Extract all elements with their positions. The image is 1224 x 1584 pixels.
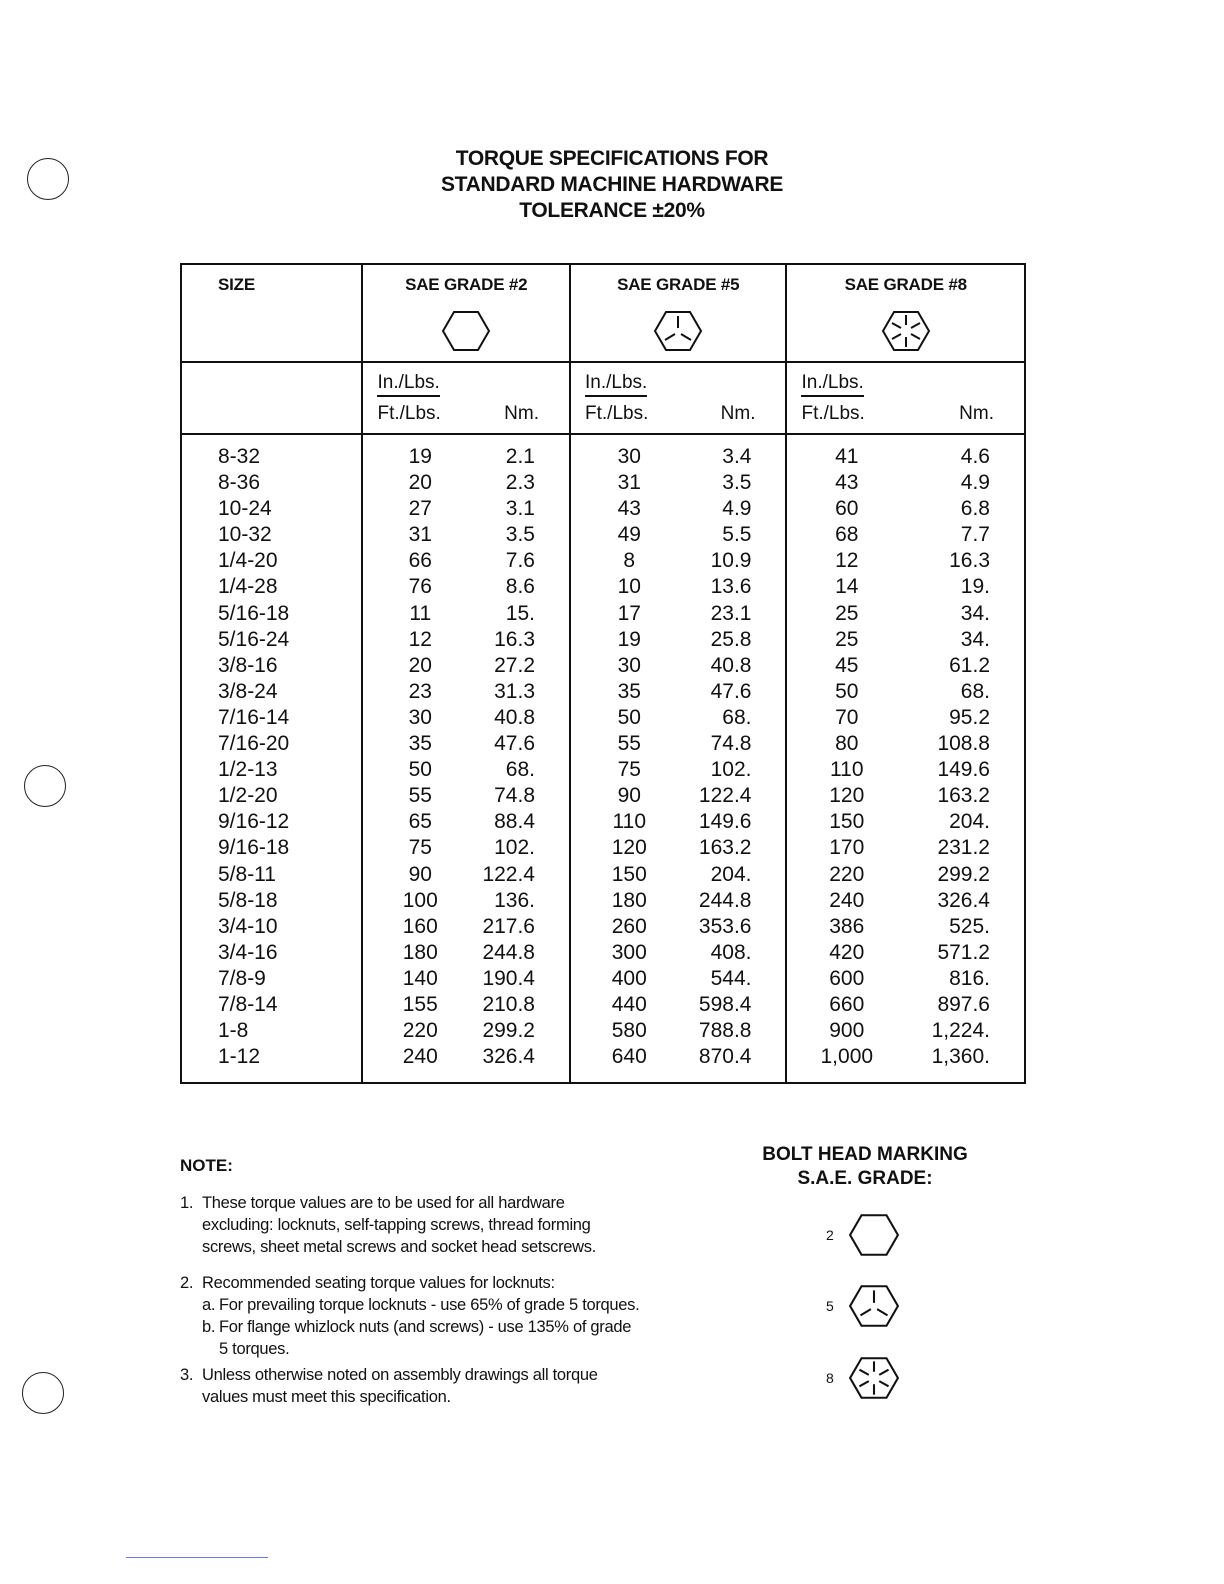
g2-nm-cell: 8.6	[505, 575, 535, 599]
table-row	[181, 1018, 1025, 1044]
g2-nm-cell: 102.	[494, 836, 535, 860]
size-cell: 7/8-14	[181, 992, 362, 1018]
units-size-cell	[181, 362, 362, 434]
g5-ftlbs-cell: 55	[570, 731, 688, 757]
g5-nm-cell: 13.6	[710, 575, 752, 599]
g8-ftlbs-cell: 386	[786, 914, 906, 940]
hex-six-lines-icon	[881, 309, 931, 353]
title-line-3: TOLERANCE ±20%	[519, 199, 705, 222]
g5-nm-cell: 408.	[710, 940, 752, 964]
g2-ftlbs-cell: 66	[362, 548, 477, 574]
g8-ftlbs-cell: 170	[786, 835, 906, 861]
g2-ftlbs-cell: 220	[362, 1018, 477, 1044]
g8-ftlbs-cell: 150	[786, 809, 906, 835]
g5-ftlbs-cell: 110	[570, 809, 688, 835]
g5-ftlbs-cell: 8	[570, 548, 688, 574]
g5-ftlbs-cell: 90	[570, 783, 688, 809]
note-letter: b.	[202, 1318, 216, 1336]
grade-5-header	[570, 264, 786, 362]
g5-ftlbs-cell: 50	[570, 705, 688, 731]
g5-ftlbs-cell: 580	[570, 1018, 688, 1044]
g8-ftlbs-cell: 50	[786, 679, 906, 705]
punch-hole-bottom	[22, 1372, 64, 1414]
size-cell: 7/8-9	[181, 966, 362, 992]
size-cell: 1/2-13	[181, 757, 362, 783]
g2-nm-cell: 15.	[505, 601, 535, 625]
g2-ftlbs-cell: 31	[362, 522, 477, 548]
g5-ftlbs-cell: 150	[570, 862, 688, 888]
bolt-head-marking-title	[740, 1143, 990, 1191]
g8-ftlbs-cell: 900	[786, 1018, 906, 1044]
g2-nm-cell: 217.6	[482, 914, 535, 938]
g2-ftlbs-cell: 12	[362, 627, 477, 653]
size-cell: 1-12	[181, 1044, 362, 1083]
table-row	[181, 966, 1025, 992]
size-cell: 9/16-18	[181, 835, 362, 861]
g8-nm-cell: 897.6	[906, 992, 1025, 1018]
g8-ftlbs-cell: 240	[786, 888, 906, 914]
g2-nm-cell: 190.4	[482, 966, 535, 990]
g8-nm-cell: 525.	[906, 914, 1025, 940]
size-cell: 5/16-18	[181, 601, 362, 627]
note-subitem-a	[202, 1294, 640, 1316]
g8-nm-cell: 61.2	[906, 653, 1025, 679]
bolt-marking-line-2: S.A.E. GRADE:	[797, 1168, 933, 1189]
grade-8-label: SAE GRADE #8	[844, 275, 967, 294]
g5-nm-cell: 544.	[710, 966, 752, 990]
g2-ftlbs-cell: 90	[362, 862, 477, 888]
g8-nm-cell: 1,360.	[906, 1044, 1025, 1083]
footer-rule	[126, 1557, 268, 1558]
g8-ftlbs-cell: 80	[786, 731, 906, 757]
note-subitem-b	[202, 1316, 640, 1360]
table-row	[181, 705, 1025, 731]
grade-2-units	[362, 362, 570, 434]
g2-nm-cell: 16.3	[494, 627, 535, 651]
g8-nm-cell: 68.	[906, 679, 1025, 705]
hex-plain-icon	[441, 309, 491, 353]
g8-ftlbs-cell: 1,000	[786, 1044, 906, 1083]
g8-ftlbs-cell: 14	[786, 574, 906, 600]
grade-5-label: SAE GRADE #5	[617, 275, 740, 294]
g2-nm-cell: 122.4	[482, 862, 535, 886]
table-row	[181, 627, 1025, 653]
g8-ftlbs-cell: 60	[786, 496, 906, 522]
grade-number: 8	[826, 1370, 834, 1386]
bolt-marking-line-1: BOLT HEAD MARKING	[762, 1144, 968, 1165]
g5-nm-cell: 353.6	[698, 914, 752, 938]
bolt-mark-grade-5	[826, 1283, 916, 1333]
g2-nm-cell: 244.8	[482, 940, 535, 964]
g5-nm-cell: 122.4	[698, 784, 752, 808]
g8-nm-cell: 299.2	[906, 862, 1025, 888]
g5-nm-cell: 40.8	[710, 653, 752, 677]
note-subtext: For prevailing torque locknuts - use 65% of grade 5 torques.	[219, 1296, 640, 1314]
g5-nm-cell: 4.9	[722, 497, 752, 521]
table-row	[181, 888, 1025, 914]
unit-nm: Nm.	[720, 403, 756, 424]
g2-ftlbs-cell: 180	[362, 940, 477, 966]
punch-hole-middle	[24, 765, 66, 807]
g8-nm-cell: 4.6	[906, 434, 1025, 470]
g8-nm-cell: 149.6	[906, 757, 1025, 783]
g5-nm-cell: 163.2	[698, 836, 752, 860]
g5-ftlbs-cell: 75	[570, 757, 688, 783]
note-heading: NOTE:	[180, 1156, 233, 1175]
hex-three-lines-icon	[848, 1283, 900, 1329]
g5-nm-cell: 870.4	[688, 1044, 787, 1083]
g2-nm-cell: 2.1	[505, 445, 535, 468]
g5-nm-cell: 204.	[710, 862, 752, 886]
table-row	[181, 914, 1025, 940]
g2-ftlbs-cell: 27	[362, 496, 477, 522]
table-row	[181, 496, 1025, 522]
g5-nm-cell: 3.5	[722, 471, 752, 495]
g8-nm-cell: 6.8	[906, 496, 1025, 522]
g2-ftlbs-cell: 19	[362, 434, 477, 470]
size-header: SIZE	[218, 275, 255, 294]
g5-ftlbs-cell: 260	[570, 914, 688, 940]
g8-ftlbs-cell: 43	[786, 470, 906, 496]
size-cell: 1/4-28	[181, 574, 362, 600]
g5-ftlbs-cell: 640	[570, 1044, 688, 1083]
unit-ftlbs: Ft./Lbs.	[801, 403, 865, 424]
g2-ftlbs-cell: 23	[362, 679, 477, 705]
table-row	[181, 574, 1025, 600]
notes-list	[180, 1192, 640, 1422]
note-item-1	[180, 1192, 640, 1258]
g8-nm-cell: 816.	[906, 966, 1025, 992]
note-subtext: For flange whizlock nuts (and screws) - use 135% of grade 5 torques.	[219, 1318, 632, 1358]
g2-ftlbs-cell: 20	[362, 653, 477, 679]
g2-ftlbs-cell: 155	[362, 992, 477, 1018]
page-title	[0, 146, 1224, 224]
g5-ftlbs-cell: 300	[570, 940, 688, 966]
g5-nm-cell: 598.4	[698, 992, 752, 1016]
bolt-mark-grade-8	[826, 1355, 916, 1405]
g5-nm-cell: 788.8	[698, 1019, 752, 1043]
g8-ftlbs-cell: 600	[786, 966, 906, 992]
hex-three-lines-icon	[653, 309, 703, 353]
torque-table-body	[181, 434, 1025, 1083]
unit-inlbs: In./Lbs.	[377, 372, 440, 393]
g2-ftlbs-cell: 160	[362, 914, 477, 940]
g2-ftlbs-cell: 76	[362, 574, 477, 600]
g5-ftlbs-cell: 31	[570, 470, 688, 496]
g8-ftlbs-cell: 45	[786, 653, 906, 679]
unit-nm: Nm.	[504, 403, 539, 424]
g8-nm-cell: 19.	[906, 574, 1025, 600]
note-text: Unless otherwise noted on assembly drawings all torque values must meet this specification.	[202, 1366, 598, 1406]
table-row	[181, 1044, 1025, 1083]
size-cell: 10-32	[181, 522, 362, 548]
g2-nm-cell: 31.3	[494, 679, 535, 703]
g2-nm-cell: 326.4	[477, 1044, 570, 1083]
g5-ftlbs-cell: 19	[570, 627, 688, 653]
g2-nm-cell: 40.8	[494, 705, 535, 729]
g8-nm-cell: 326.4	[906, 888, 1025, 914]
g8-nm-cell: 4.9	[906, 470, 1025, 496]
size-cell: 3/8-16	[181, 653, 362, 679]
table-row	[181, 731, 1025, 757]
size-cell: 1/2-20	[181, 783, 362, 809]
g8-nm-cell: 1,224.	[906, 1018, 1025, 1044]
note-item-2	[180, 1272, 640, 1360]
table-row	[181, 522, 1025, 548]
g5-nm-cell: 10.9	[710, 549, 752, 573]
g5-nm-cell: 102.	[710, 758, 752, 782]
unit-ftlbs: Ft./Lbs.	[585, 403, 649, 424]
table-row	[181, 940, 1025, 966]
size-cell: 3/4-10	[181, 914, 362, 940]
g8-ftlbs-cell: 120	[786, 783, 906, 809]
table-row	[181, 862, 1025, 888]
g2-ftlbs-cell: 35	[362, 731, 477, 757]
g8-nm-cell: 34.	[906, 627, 1025, 653]
g2-nm-cell: 210.8	[482, 992, 535, 1016]
g8-nm-cell: 95.2	[906, 705, 1025, 731]
size-cell: 7/16-20	[181, 731, 362, 757]
g5-ftlbs-cell: 180	[570, 888, 688, 914]
g2-ftlbs-cell: 240	[362, 1044, 477, 1083]
g8-ftlbs-cell: 68	[786, 522, 906, 548]
grade-number: 5	[826, 1298, 834, 1314]
hex-six-lines-icon	[848, 1355, 900, 1401]
grade-number: 2	[826, 1227, 834, 1243]
g5-nm-cell: 47.6	[710, 679, 752, 703]
g2-nm-cell: 3.1	[505, 497, 535, 521]
g5-nm-cell: 3.4	[722, 445, 752, 468]
table-row	[181, 653, 1025, 679]
table-row	[181, 757, 1025, 783]
g5-ftlbs-cell: 30	[570, 434, 688, 470]
title-line-2: STANDARD MACHINE HARDWARE	[440, 173, 784, 196]
table-row	[181, 548, 1025, 574]
g2-nm-cell: 27.2	[494, 653, 535, 677]
size-cell: 1/4-20	[181, 548, 362, 574]
g2-ftlbs-cell: 30	[362, 705, 477, 731]
g8-nm-cell: 163.2	[906, 783, 1025, 809]
g2-nm-cell: 88.4	[494, 810, 535, 834]
g2-ftlbs-cell: 65	[362, 809, 477, 835]
grade-8-units	[786, 362, 1025, 434]
g5-ftlbs-cell: 440	[570, 992, 688, 1018]
g2-ftlbs-cell: 140	[362, 966, 477, 992]
g5-ftlbs-cell: 120	[570, 835, 688, 861]
g2-nm-cell: 136.	[494, 888, 535, 912]
table-row	[181, 809, 1025, 835]
g2-nm-cell: 3.5	[505, 523, 535, 547]
grade-5-units	[570, 362, 786, 434]
title-line-1: TORQUE SPECIFICATIONS FOR	[455, 147, 769, 170]
torque-table	[180, 263, 1026, 1084]
g8-ftlbs-cell: 660	[786, 992, 906, 1018]
g8-nm-cell: 571.2	[906, 940, 1025, 966]
note-number: 2.	[180, 1274, 194, 1292]
unit-nm: Nm.	[959, 403, 994, 424]
g8-ftlbs-cell: 70	[786, 705, 906, 731]
size-cell: 8-36	[181, 470, 362, 496]
g8-ftlbs-cell: 220	[786, 862, 906, 888]
size-cell: 5/8-18	[181, 888, 362, 914]
size-cell: 5/8-11	[181, 862, 362, 888]
g5-nm-cell: 149.6	[698, 810, 752, 834]
g5-ftlbs-cell: 400	[570, 966, 688, 992]
g5-ftlbs-cell: 30	[570, 653, 688, 679]
g5-nm-cell: 68.	[722, 705, 752, 729]
size-cell: 10-24	[181, 496, 362, 522]
g2-ftlbs-cell: 11	[362, 601, 477, 627]
g2-nm-cell: 7.6	[505, 549, 535, 573]
g5-ftlbs-cell: 35	[570, 679, 688, 705]
g8-nm-cell: 108.8	[906, 731, 1025, 757]
size-cell: 1-8	[181, 1018, 362, 1044]
table-row	[181, 783, 1025, 809]
size-cell: 3/4-16	[181, 940, 362, 966]
grade-2-label: SAE GRADE #2	[405, 275, 528, 294]
g8-nm-cell: 34.	[906, 601, 1025, 627]
note-letter: a.	[202, 1296, 216, 1314]
unit-inlbs: In./Lbs.	[801, 372, 864, 393]
g2-ftlbs-cell: 20	[362, 470, 477, 496]
size-cell: 7/16-14	[181, 705, 362, 731]
bolt-mark-grade-2	[826, 1212, 916, 1262]
g2-ftlbs-cell: 75	[362, 835, 477, 861]
g5-ftlbs-cell: 10	[570, 574, 688, 600]
g8-ftlbs-cell: 25	[786, 627, 906, 653]
g5-nm-cell: 74.8	[710, 732, 752, 756]
table-row	[181, 434, 1025, 470]
grade-8-header	[786, 264, 1025, 362]
g5-nm-cell: 25.8	[710, 627, 752, 651]
note-text: These torque values are to be used for all hardware excluding: locknuts, self-tapping screws, thread forming screws, sheet metal screws and socket head setscrews.	[202, 1194, 597, 1256]
g2-nm-cell: 299.2	[482, 1019, 535, 1043]
g2-ftlbs-cell: 50	[362, 757, 477, 783]
size-header-cell	[181, 264, 362, 362]
note-number: 3.	[180, 1366, 194, 1384]
g8-ftlbs-cell: 25	[786, 601, 906, 627]
g2-ftlbs-cell: 100	[362, 888, 477, 914]
note-text: Recommended seating torque values for locknuts:	[202, 1274, 555, 1292]
g5-ftlbs-cell: 49	[570, 522, 688, 548]
g2-ftlbs-cell: 55	[362, 783, 477, 809]
g5-nm-cell: 244.8	[698, 888, 752, 912]
g2-nm-cell: 74.8	[494, 784, 535, 808]
g5-nm-cell: 5.5	[722, 523, 752, 547]
hex-plain-icon	[848, 1212, 900, 1258]
g8-ftlbs-cell: 41	[786, 434, 906, 470]
size-cell: 9/16-12	[181, 809, 362, 835]
g8-ftlbs-cell: 110	[786, 757, 906, 783]
size-cell: 3/8-24	[181, 679, 362, 705]
table-row	[181, 992, 1025, 1018]
g8-nm-cell: 7.7	[906, 522, 1025, 548]
g5-ftlbs-cell: 17	[570, 601, 688, 627]
table-row	[181, 835, 1025, 861]
table-row	[181, 601, 1025, 627]
g8-ftlbs-cell: 420	[786, 940, 906, 966]
size-cell: 5/16-24	[181, 627, 362, 653]
table-row	[181, 470, 1025, 496]
g2-nm-cell: 2.3	[505, 471, 535, 495]
g2-nm-cell: 68.	[505, 758, 535, 782]
unit-inlbs: In./Lbs.	[585, 372, 648, 393]
size-cell: 8-32	[181, 434, 362, 470]
g8-nm-cell: 204.	[906, 809, 1025, 835]
g8-nm-cell: 16.3	[906, 548, 1025, 574]
g2-nm-cell: 47.6	[494, 732, 535, 756]
g5-nm-cell: 23.1	[710, 601, 752, 625]
g5-ftlbs-cell: 43	[570, 496, 688, 522]
g8-nm-cell: 231.2	[906, 835, 1025, 861]
note-item-3	[180, 1364, 640, 1408]
grade-2-header	[362, 264, 570, 362]
note-number: 1.	[180, 1194, 194, 1212]
g8-ftlbs-cell: 12	[786, 548, 906, 574]
unit-ftlbs: Ft./Lbs.	[377, 403, 441, 424]
table-row	[181, 679, 1025, 705]
